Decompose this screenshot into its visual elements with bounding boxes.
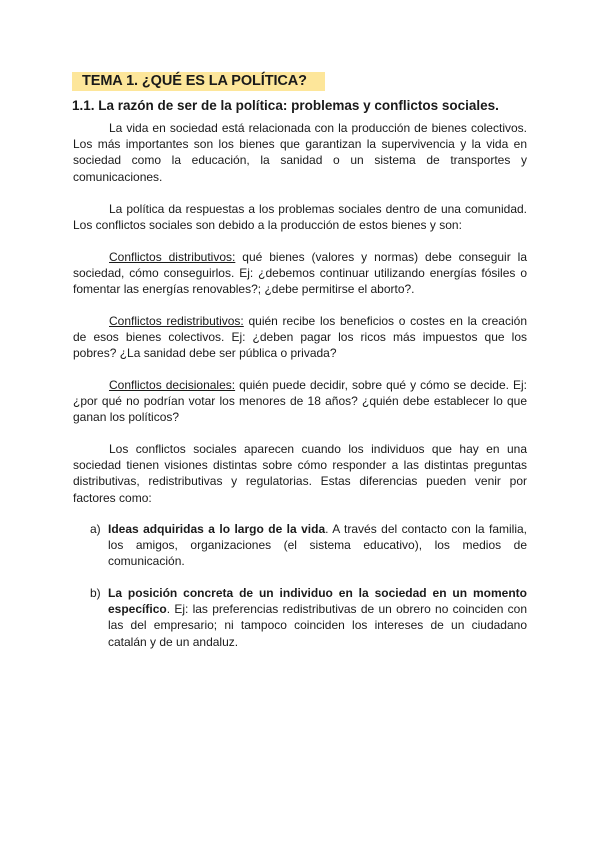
section-heading: 1.1. La razón de ser de la política: problemas y conflictos sociales. xyxy=(72,98,499,113)
paragraph-social-conflicts: Los conflictos sociales aparecen cuando los individuos que hay en una sociedad tienen visiones distintas sobre cómo responder a las distintas preguntas distributivas, redistributivas y regulatorias. Estas diferencias pueden venir por factores como: xyxy=(73,442,527,505)
paragraph-decisional-conflicts xyxy=(73,377,527,426)
text-decisional: quién puede decidir, sobre qué y cómo se decide. Ej: ¿por qué no podrían votar los menores de 18 años? ¿quién debe establecer lo que ganan los políticos? xyxy=(73,378,527,425)
paragraph-distributive-conflicts xyxy=(73,249,527,298)
page-title: TEMA 1. ¿QUÉ ES LA POLÍTICA? xyxy=(72,72,325,91)
text-distributive: qué bienes (valores y normas) debe conseguir la sociedad, cómo conseguirlos. Ej: ¿debemos continuar utilizando energías fósiles o fomentar las energías renovables?; ¿debe permitirse el aborto?. xyxy=(73,250,527,297)
list-item-b xyxy=(90,585,527,650)
list-item-a-bold: Ideas adquiridas a lo largo de la vida xyxy=(108,522,326,536)
list-item-a xyxy=(90,521,527,570)
term-decisional: Conflictos decisionales: xyxy=(109,378,236,392)
list-marker-a: a) xyxy=(90,522,101,536)
list-item-b-text: . Ej: las preferencias redistributivas de un obrero no coinciden con las del empresario; ni tampoco coinciden los intereses de un ciudadano catalán y de un andaluz. xyxy=(108,602,527,649)
paragraph-redistributive-conflicts xyxy=(73,313,527,362)
paragraph-intro: La vida en sociedad está relacionada con la producción de bienes colectivos. Los más importantes son los bienes que garantizan la supervivencia y la vida en sociedad como la educación, la sanidad o un sistema de transportes y comunicaciones. xyxy=(73,121,527,184)
text-redistributive: quién recibe los beneficios o costes en la creación de esos bienes colectivos. Ej: ¿deben pagar los ricos más impuestos que los pobres? ¿La sanidad debe ser pública o privada? xyxy=(73,314,527,361)
list-marker-b: b) xyxy=(90,586,101,600)
paragraph-politics: La política da respuestas a los problemas sociales dentro de una comunidad. Los conflictos sociales son debido a la producción de estos bienes y son: xyxy=(73,202,527,233)
term-redistributive: Conflictos redistributivos: xyxy=(109,314,244,328)
list-item-b-bold: La posición concreta de un individuo en la sociedad en un momento específico xyxy=(108,586,527,617)
list-item-a-text: . A través del contacto con la familia, los amigos, organizaciones (el sistema educativo), los medios de comunicación. xyxy=(108,522,528,569)
term-distributive: Conflictos distributivos: xyxy=(109,250,236,264)
